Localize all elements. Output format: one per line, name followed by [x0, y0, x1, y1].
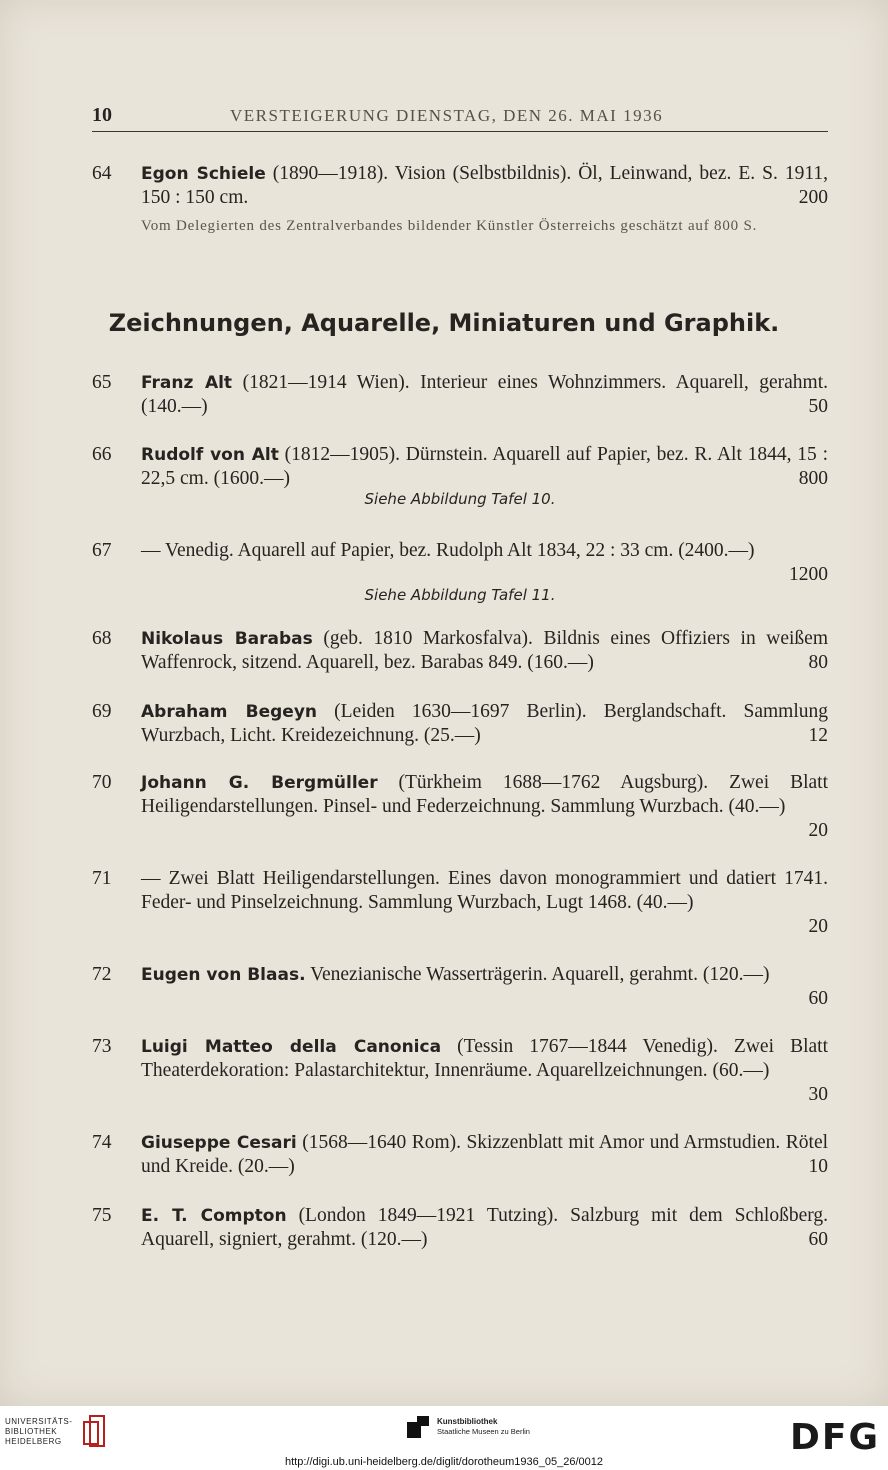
digitization-footer: [0, 1406, 888, 1470]
artist-name: Abraham Begeyn: [141, 702, 318, 722]
lot-text: — Zwei Blatt Heiligendarstellungen. Eines davon monogrammiert und datiert 1741. Feder- und Pinselzeichnung. Sammlung Wurzbach, Lugt 1468. (40.—): [141, 868, 828, 913]
lot-price: 60: [808, 988, 828, 1009]
plate-reference: Siehe Abbildung Tafel 10.: [364, 490, 556, 508]
lot-price: 30: [808, 1084, 828, 1105]
lot-text: (Leiden 1630—1697 Berlin). Berglandschaft. Sammlung Wurzbach, Licht. Kreidezeichnung. (25.—): [141, 701, 828, 746]
running-title: VERSTEIGERUNG DIENSTAG, DEN 26. MAI 1936: [230, 106, 664, 125]
lot-price: 20: [808, 820, 828, 841]
lot-price: 50: [808, 396, 828, 417]
artist-name: E. T. Compton: [141, 1206, 287, 1226]
artist-name: Giuseppe Cesari: [141, 1133, 297, 1153]
lot-number: 73: [92, 1036, 112, 1057]
university-line-3: HEIDELBERG: [5, 1437, 62, 1446]
lot-description: [141, 963, 828, 987]
lot-description: [141, 1204, 828, 1252]
kb-title: Kunstbibliothek: [437, 1417, 498, 1426]
lot-number: 65: [92, 372, 112, 393]
lot-text: (Tessin 1767—1844 Venedig). Zwei Blatt Theaterdekoration: Palastarchitektur, Innenräume. Aquarellzeichnungen. (60.—): [141, 1036, 828, 1081]
plate-reference: Siehe Abbildung Tafel 11.: [364, 586, 556, 604]
artist-name: Eugen von Blaas.: [141, 965, 306, 985]
lot-text: (Türkheim 1688—1762 Augsburg). Zwei Blatt Heiligendarstellungen. Pinsel- und Federzeichnung. Sammlung Wurzbach. (40.—): [141, 772, 828, 817]
header-rule: [92, 131, 828, 132]
lot-description: [141, 539, 828, 563]
university-library-label: [5, 1417, 72, 1447]
lot-price: 20: [808, 916, 828, 937]
artist-name: Franz Alt: [141, 373, 233, 393]
lot-price: 1200: [789, 564, 828, 585]
artist-name: Egon Schiele: [141, 164, 266, 184]
section-title: Zeichnungen, Aquarelle, Miniaturen und Graphik.: [108, 309, 780, 337]
page-number: 10: [92, 104, 112, 126]
lot-text: Venezianische Wasserträgerin. Aquarell, gerahmt. (120.—): [310, 964, 770, 985]
kb-subtitle: Staatliche Museen zu Berlin: [437, 1427, 530, 1436]
lot-description: [141, 700, 828, 748]
lot-text: (geb. 1810 Markosfalva). Bildnis eines Offiziers in weißem Waffenrock, sitzend. Aquarell, bez. Barabas 849. (160.—): [141, 628, 829, 673]
lot-price: 10: [808, 1156, 828, 1177]
lot-text: (1821—1914 Wien). Interieur eines Wohnzimmers. Aquarell, gerahmt. (140.—): [141, 372, 828, 417]
lot-description: [141, 162, 828, 210]
lot-number: 71: [92, 868, 112, 889]
lot-text: (London 1849—1921 Tutzing). Salzburg mit dem Schloßberg. Aquarell, signiert, gerahmt. (120.—): [141, 1205, 829, 1250]
lot-text: (1568—1640 Rom). Skizzenblatt mit Amor und Armstudien. Rötel und Kreide. (20.—): [141, 1132, 829, 1177]
lot-text: (1890—1918). Vision (Selbstbildnis). Öl, Leinwand, bez. E. S. 1911, 150 : 150 cm.: [141, 163, 829, 208]
dfg-logo: DFG: [789, 1417, 880, 1458]
lot-price: 12: [808, 725, 828, 746]
lot-description: [141, 867, 828, 915]
lot-number: 70: [92, 772, 112, 793]
source-url[interactable]: http://digi.ub.uni-heidelberg.de/diglit/dorotheum1936_05_26/0012: [284, 1456, 604, 1468]
lot-number: 68: [92, 628, 112, 649]
artist-name: Luigi Matteo della Canonica: [141, 1037, 442, 1057]
lot-64-note: Vom Delegierten des Zentralverbandes bildender Künstler Österreichs geschätzt auf 800 S.: [141, 218, 758, 234]
lot-description: [141, 443, 828, 491]
lot-description: [141, 771, 828, 819]
artist-name: Nikolaus Barabas: [141, 629, 313, 649]
artist-name: Rudolf von Alt: [141, 445, 279, 465]
lot-text: (1812—1905). Dürnstein. Aquarell auf Papier, bez. R. Alt 1844, 15 : 22,5 cm. (1600.—): [141, 444, 828, 489]
lot-number: 66: [92, 444, 112, 465]
lot-number: 64: [92, 163, 112, 184]
kunstbibliothek-logo-icon: [407, 1416, 429, 1440]
lot-number: 69: [92, 701, 112, 722]
lot-number: 74: [92, 1132, 112, 1153]
university-line-2: BIBLIOTHEK: [5, 1427, 58, 1436]
lot-price: 60: [808, 1229, 828, 1250]
lot-number: 67: [92, 540, 112, 561]
lot-description: [141, 371, 828, 419]
lot-price: 200: [798, 187, 828, 208]
page-header: [92, 104, 828, 132]
lot-description: [141, 627, 828, 675]
kunstbibliothek-label: [437, 1417, 530, 1437]
lot-description: [141, 1131, 828, 1179]
lot-number: 72: [92, 964, 112, 985]
lot-text: — Venedig. Aquarell auf Papier, bez. Rudolph Alt 1834, 22 : 33 cm. (2400.—): [141, 540, 755, 561]
lot-number: 75: [92, 1205, 112, 1226]
heidelberg-logo-icon: [82, 1414, 106, 1448]
university-line-1: UNIVERSITÄTS-: [5, 1417, 73, 1426]
lot-price: 800: [798, 468, 828, 489]
artist-name: Johann G. Bergmüller: [141, 773, 378, 793]
lot-description: [141, 1035, 828, 1083]
lot-price: 80: [808, 652, 828, 673]
